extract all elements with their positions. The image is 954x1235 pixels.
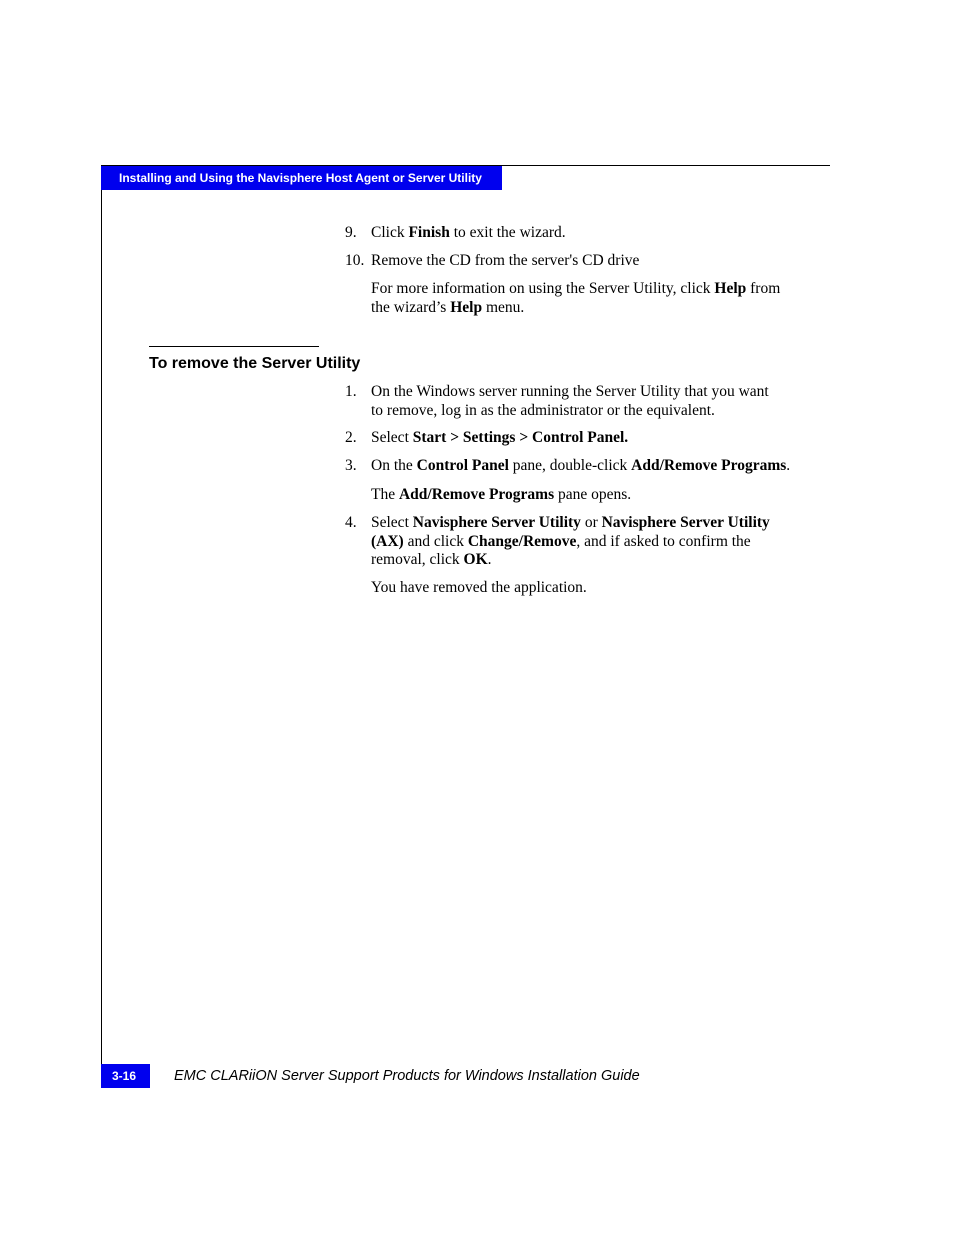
text-run: the wizard’s [371,298,451,316]
bold-term: Help [450,298,483,316]
step-number: 3. [345,457,357,474]
bold-term: Start > Settings > Control Panel. [412,429,629,446]
help-note-line [371,299,524,317]
running-header: Installing and Using the Navisphere Host Agent or Server Utility [101,166,502,190]
text-run: . [786,457,791,474]
heading-rule [149,346,319,347]
bold-term: (AX) [371,532,404,550]
step-line [371,252,639,270]
text-run: On the [371,457,417,474]
text-run: , and if asked to confirm the [576,532,751,550]
page-number: 3-16 [101,1064,150,1088]
step-line [371,514,770,532]
bold-term: OK [463,551,488,568]
step-number: 9. [345,224,357,241]
footer-book-title: EMC CLARiiON Server Support Products for Windows Installation Guide [174,1068,640,1084]
text-run: pane opens. [554,486,632,503]
bold-term: Add/Remove Programs [398,486,555,503]
text-run: from [746,280,781,297]
bold-term: Finish [408,224,450,241]
bold-term: Control Panel [416,457,509,474]
step-line [371,224,566,242]
text-run: menu. [482,298,525,316]
help-note-line [371,280,780,298]
bold-term: Help [714,280,747,297]
text-run: to exit the wizard. [449,224,566,241]
text-run: pane, double-click [508,457,632,474]
step-line [371,457,790,475]
step-note-line [371,486,631,504]
text-run: The [371,486,399,503]
text-run: Remove the CD from the server's CD drive [371,252,640,269]
text-run: For more information on using the Server Utility, click [371,280,715,297]
step-number: 10. [345,252,365,269]
text-run: You have removed the application. [371,579,587,596]
step-line [371,429,628,447]
text-run: . [487,551,492,568]
step-number: 1. [345,383,357,400]
bold-term: Add/Remove Programs [631,457,787,474]
text-run: or [580,514,602,531]
text-run: removal, click [371,551,464,568]
text-run: Select [371,429,413,446]
left-margin-rule [101,165,102,1088]
step-note-line [371,579,587,597]
text-run: Select [371,514,413,531]
step-line [371,533,751,551]
step-number: 4. [345,514,357,531]
text-run: On the Windows server running the Server Utility that you want [371,383,769,400]
step-line [371,383,769,401]
section-heading: To remove the Server Utility [149,355,361,372]
bold-term: Navisphere Server Utility [412,514,581,531]
text-run: and click [403,532,468,550]
text-run: to remove, log in as the administrator or the equivalent. [371,401,715,419]
step-number: 2. [345,429,357,446]
text-run: Click [371,224,409,241]
bold-term: Change/Remove [467,532,577,550]
step-line [371,402,715,420]
step-line [371,551,492,569]
bold-term: Navisphere Server Utility [601,514,770,531]
